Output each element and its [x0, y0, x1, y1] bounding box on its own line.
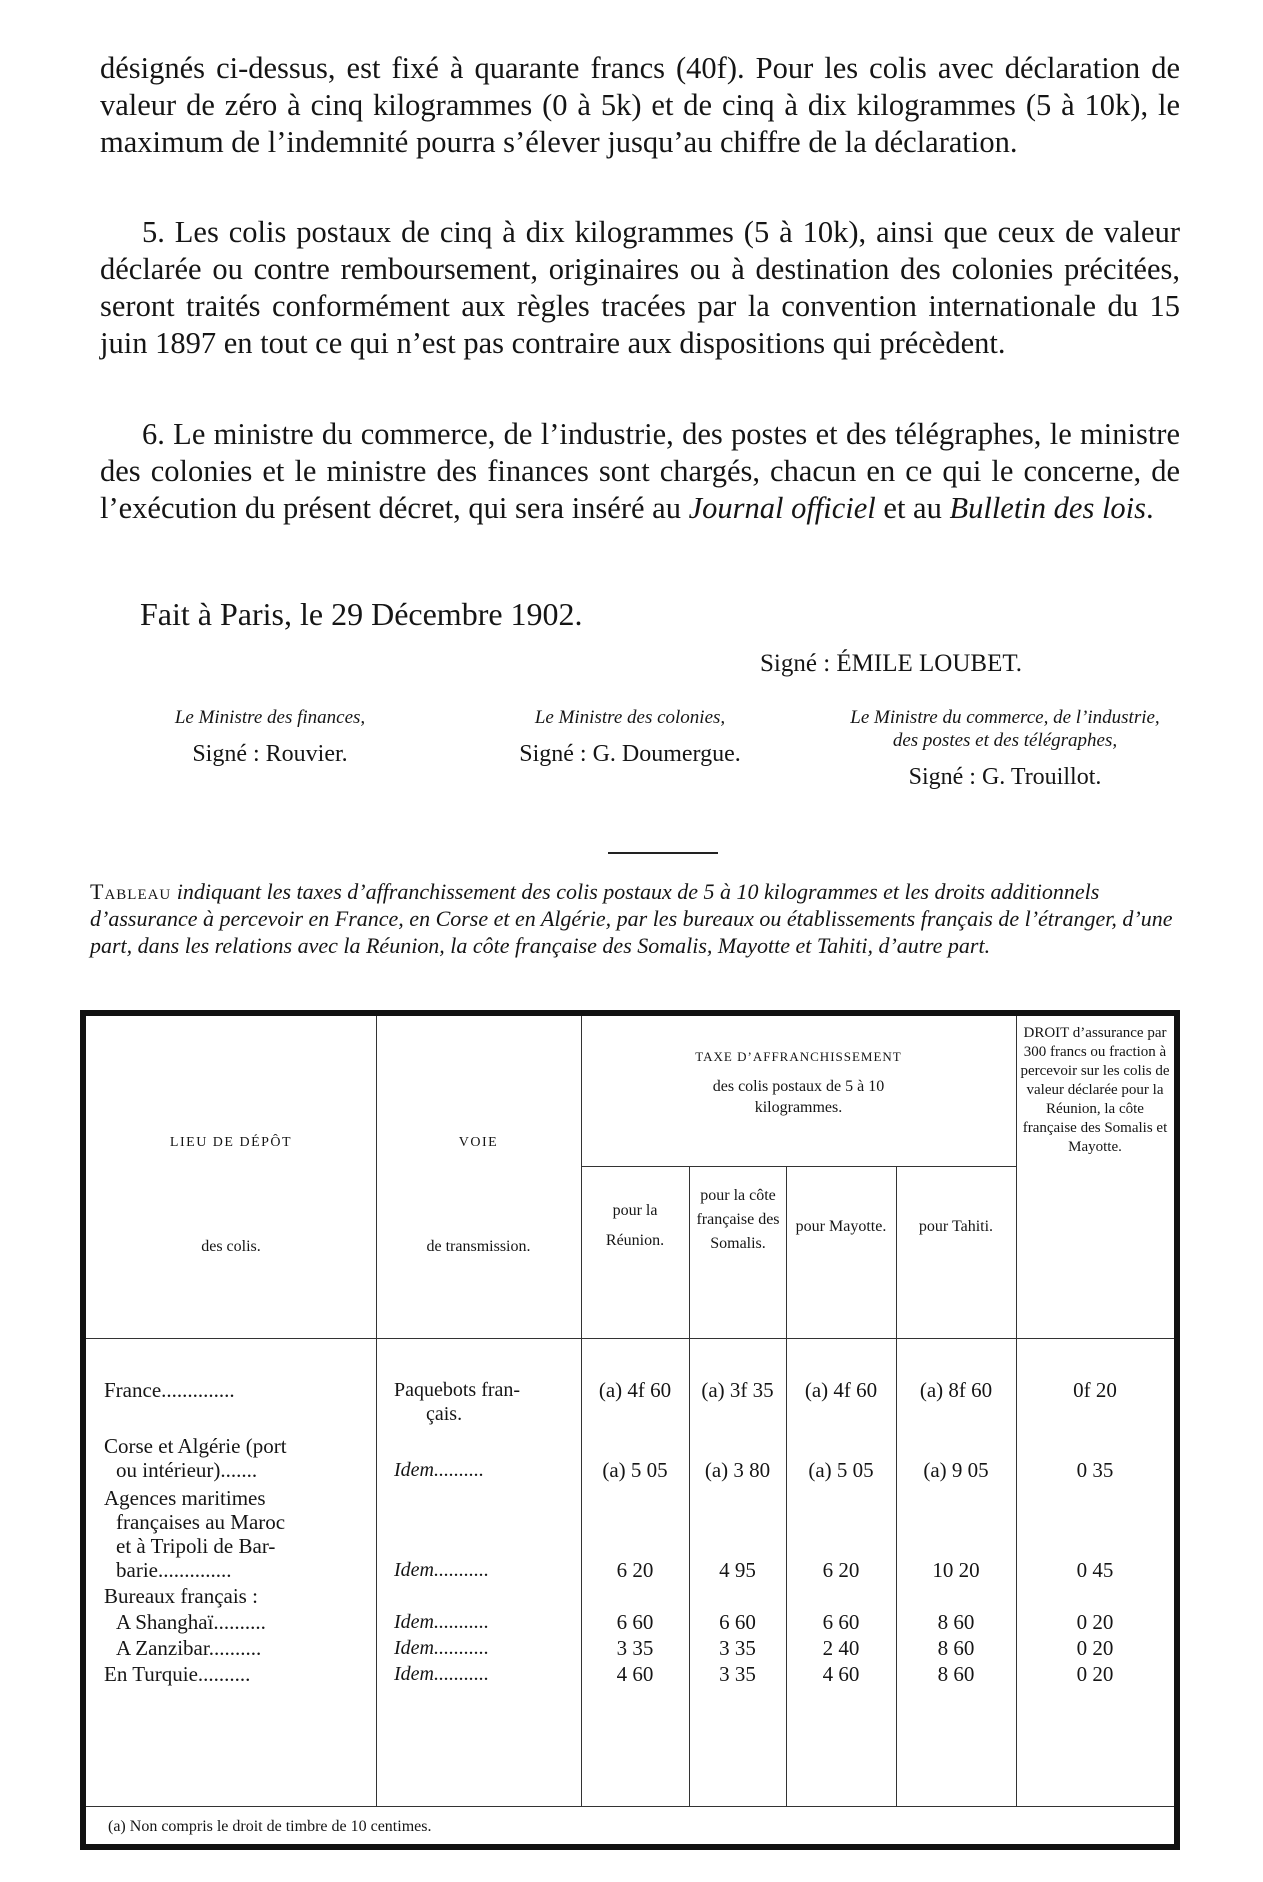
row-lieu: En Turquie.......... — [104, 1662, 251, 1686]
cell-mayotte: 2 40 — [822, 1636, 860, 1660]
header-lieu-de-depot: LIEU DE DÉPÔT — [169, 1135, 293, 1150]
header-reunion: pour la Réunion. — [605, 1202, 665, 1249]
cell-somalis: 6 60 — [719, 1610, 756, 1634]
row-voie: çais. — [426, 1403, 463, 1425]
header-somalis: pour la côte française des Somalis. — [696, 1187, 780, 1252]
header-de-transmission: de transmission. — [426, 1238, 531, 1255]
header-taxe: TAXE D’AFFRANCHISSEMENT — [695, 1049, 902, 1064]
column-rule — [1016, 1016, 1017, 1806]
cell-tahiti: 10 20 — [932, 1558, 980, 1582]
header-droit-assurance: DROIT d’assurance par 300 francs ou fraction à percevoir sur les colis de valeur déclarée pour la Réunion, la côte française des Somalis et Mayotte. — [1020, 1025, 1170, 1155]
row-lieu: A Shanghaï.......... — [116, 1610, 266, 1634]
cell-droit: 0 20 — [1076, 1636, 1114, 1660]
minister-signature: Signé : G. Doumergue. — [519, 741, 741, 767]
row-lieu: Corse et Algérie (port — [104, 1434, 287, 1458]
header-subrule — [581, 1166, 1016, 1167]
header-voie: VOIE — [458, 1135, 499, 1150]
cell-mayotte: 6 60 — [822, 1610, 860, 1634]
footnote-rule — [86, 1806, 1174, 1807]
paragraph-indemnity: désignés ci-dessus, est fixé à quarante francs (40f). Pour les colis avec déclaration de valeur de zéro à cinq kilogrammes (0 à 5k) et de cinq à dix kilogrammes (5 à 10k), le maximum de l’indemnité pourra s’élever jusqu’au chiffre de la déclaration. — [100, 51, 1180, 159]
separator-rule — [608, 852, 718, 854]
cell-mayotte: (a) 4f 60 — [804, 1378, 878, 1402]
article-6-end: . — [1146, 491, 1154, 525]
minister-title: Le Ministre des colonies, — [534, 707, 726, 728]
row-lieu: Agences maritimes — [104, 1486, 266, 1510]
article-6-text: 6. Le ministre du commerce, de l’industrie, des postes et des télégraphes, le ministre des colonies et le ministre des finances sont chargés, chacun en ce qui le concerne, de l’exécution du présent décret, qui sera inséré au — [100, 417, 1180, 525]
minister-commerce — [840, 706, 1170, 791]
cell-mayotte: (a) 5 05 — [808, 1458, 874, 1482]
row-voie: Idem........... — [394, 1611, 489, 1633]
row-lieu: et à Tripoli de Bar- — [116, 1534, 276, 1558]
cell-tahiti: (a) 8f 60 — [919, 1378, 993, 1402]
tariff-table — [80, 1010, 1180, 1850]
cell-droit: 0 35 — [1076, 1458, 1114, 1482]
caption-lead: Tableau — [90, 879, 172, 904]
row-voie: Idem........... — [394, 1663, 489, 1685]
cell-droit: 0 45 — [1076, 1558, 1114, 1582]
cell-droit: 0 20 — [1076, 1662, 1114, 1686]
minister-title: Le Ministre du commerce, de l’industrie, des postes et des télégraphes, — [850, 707, 1160, 751]
cell-reunion: 6 20 — [616, 1558, 654, 1582]
signoff-date: Fait à Paris, le 29 Décembre 1902. — [140, 596, 583, 632]
row-voie: Idem.......... — [394, 1459, 484, 1481]
row-voie: Idem........... — [394, 1559, 489, 1581]
minister-signature: Signé : G. Trouillot. — [908, 764, 1102, 790]
president-signature: Signé : ÉMILE LOUBET. — [760, 650, 1022, 677]
paragraph-article-6 — [100, 416, 1180, 527]
cell-droit: 0f 20 — [1073, 1378, 1117, 1402]
cell-reunion: 3 35 — [616, 1636, 654, 1660]
cell-tahiti: (a) 9 05 — [923, 1458, 989, 1482]
table-caption — [90, 878, 1190, 959]
paragraph-article-5: 5. Les colis postaux de cinq à dix kilogrammes (5 à 10k), ainsi que ceux de valeur déclarée ou contre remboursement, originaires ou à destination des colonies précitées, seront traités conformément aux règles tracées par la convention internationale du 15 juin 1897 en tout ce qui n’est pas contraire aux dispositions qui précèdent. — [100, 215, 1180, 360]
header-rule — [86, 1338, 1174, 1339]
cell-somalis: 3 35 — [719, 1662, 756, 1686]
bulletin-des-lois: Bulletin des lois — [949, 491, 1147, 525]
table-footnote: (a) Non compris le droit de timbre de 10 centimes. — [108, 1818, 432, 1835]
column-rule — [896, 1166, 897, 1806]
row-voie: Paquebots fran- — [394, 1379, 521, 1401]
caption-text: indiquant les taxes d’affranchissement des colis postaux de 5 à 10 kilogrammes et les droits additionnels d’assurance à percevoir en France, en Corse et en Algérie, par les bureaux ou établissements français de l’étranger, d’une part, dans les relations avec la Réunion, la côte française des Somalis, Mayotte et Tahiti, d’autre part. — [90, 879, 1173, 958]
cell-tahiti: 8 60 — [937, 1662, 975, 1686]
header-tahiti: pour Tahiti. — [918, 1218, 994, 1235]
header-des-colis: des colis. — [201, 1238, 261, 1255]
cell-somalis: 3 35 — [719, 1636, 756, 1660]
cell-reunion: (a) 5 05 — [602, 1458, 668, 1482]
row-voie: Idem........... — [394, 1637, 489, 1659]
column-rule — [689, 1166, 690, 1806]
row-lieu: barie.............. — [116, 1558, 232, 1582]
minister-title: Le Ministre des finances, — [174, 707, 366, 728]
minister-signature: Signé : Rouvier. — [192, 741, 348, 767]
row-lieu: Bureaux français : — [104, 1584, 258, 1608]
header-mayotte: pour Mayotte. — [795, 1218, 887, 1235]
cell-somalis: (a) 3 80 — [704, 1458, 771, 1482]
journal-officiel: Journal officiel — [688, 491, 876, 525]
row-lieu: ou intérieur)....... — [116, 1458, 258, 1482]
article-6-connector: et au — [875, 491, 950, 525]
cell-reunion: (a) 4f 60 — [598, 1378, 672, 1402]
cell-somalis: 4 95 — [719, 1558, 756, 1582]
header-taxe-sub: des colis postaux de 5 à 10 kilogrammes. — [712, 1078, 885, 1116]
row-lieu: A Zanzibar.......... — [116, 1636, 262, 1660]
cell-tahiti: 8 60 — [937, 1610, 975, 1634]
cell-reunion: 4 60 — [616, 1662, 654, 1686]
cell-mayotte: 4 60 — [822, 1662, 860, 1686]
row-lieu: françaises au Maroc — [116, 1510, 286, 1534]
cell-droit: 0 20 — [1076, 1610, 1114, 1634]
minister-colonies — [470, 706, 790, 768]
cell-tahiti: 8 60 — [937, 1636, 975, 1660]
cell-mayotte: 6 20 — [822, 1558, 860, 1582]
cell-somalis: (a) 3f 35 — [701, 1378, 774, 1402]
row-lieu: France.............. — [104, 1378, 235, 1402]
minister-finances — [120, 706, 420, 768]
cell-reunion: 6 60 — [616, 1610, 654, 1634]
column-rule — [786, 1166, 787, 1806]
